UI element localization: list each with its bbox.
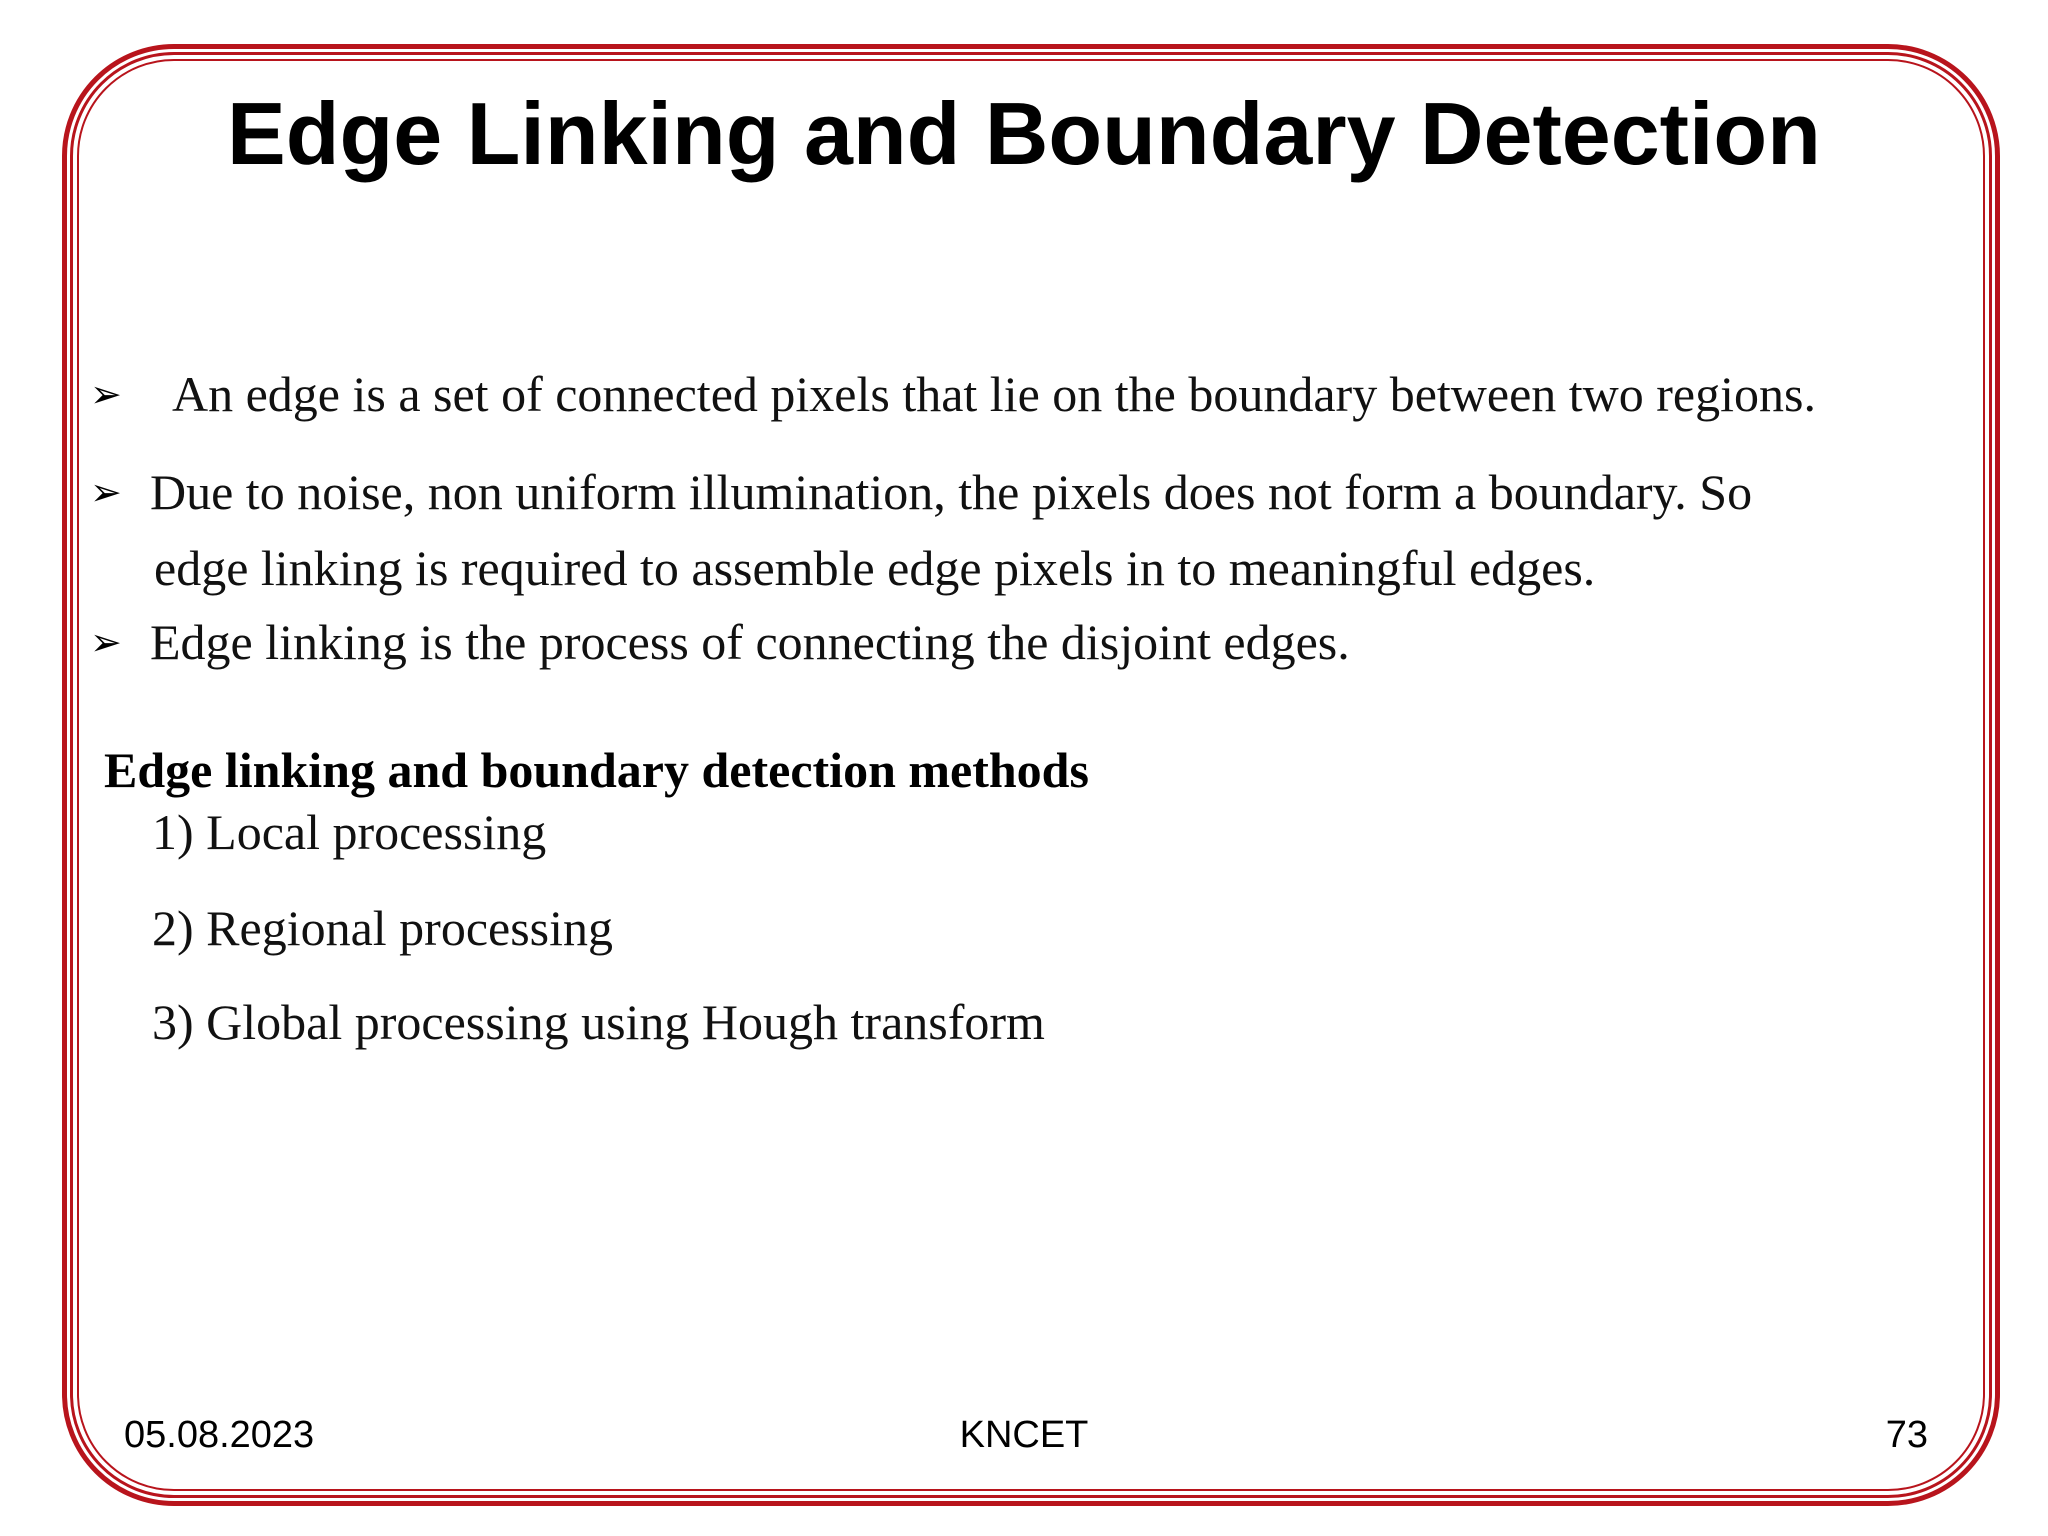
arrow-bullet-icon: ➢ [90, 620, 122, 664]
arrow-bullet-icon: ➢ [90, 372, 122, 416]
bullet-1-line-1: An edge is a set of connected pixels that lie on the boundary between two regions. [172, 366, 1816, 422]
footer-page-number: 73 [1885, 1414, 1928, 1456]
bullet-3-line-1: Edge linking is the process of connecting the disjoint edges. [150, 614, 1350, 670]
arrow-bullet-icon: ➢ [90, 470, 122, 514]
method-item-3: 3) Global processing using Hough transform [152, 994, 1045, 1050]
methods-heading: Edge linking and boundary detection methods [104, 742, 1089, 798]
bullet-2-line-2: edge linking is required to assemble edge pixels in to meaningful edges. [154, 540, 1596, 596]
footer-center-text: KNCET [959, 1414, 1089, 1456]
slide-title: Edge Linking and Boundary Detection [227, 84, 1821, 183]
bullet-2-line-1: Due to noise, non uniform illumination, the pixels does not form a boundary. So [150, 464, 1753, 520]
method-item-1: 1) Local processing [152, 804, 547, 860]
footer-date: 05.08.2023 [124, 1414, 315, 1456]
method-item-2: 2) Regional processing [152, 900, 614, 956]
